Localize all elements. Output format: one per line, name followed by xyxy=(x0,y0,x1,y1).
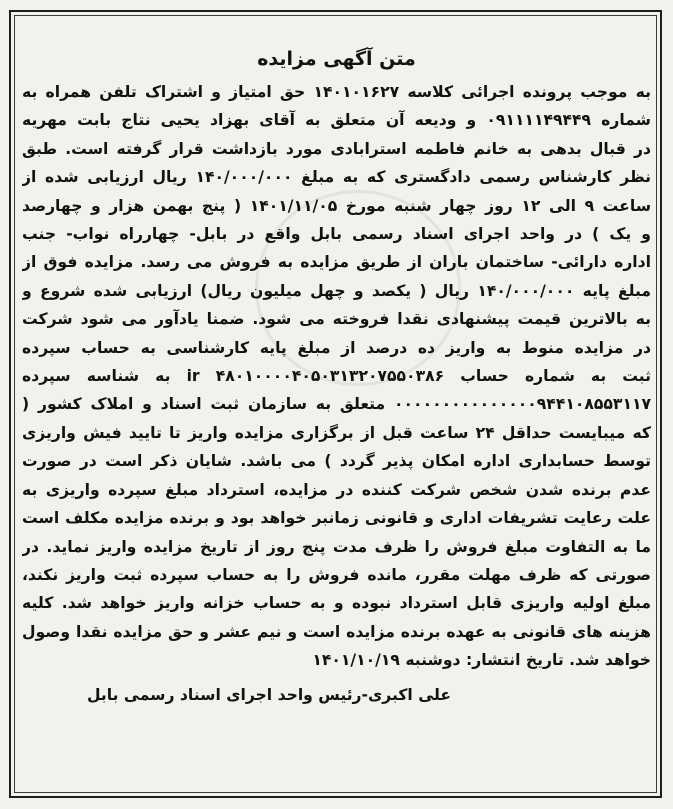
notice-line: ما به التفاوت مبلغ فروش را ظرف مدت پنج روز از تاریخ مزایده واریز نماید. در xyxy=(22,537,651,556)
notice-line: به موجب پرونده اجرائی کلاسه ۱۴۰۱۰۱۶۲۷ حق امتیاز و اشتراک تلفن همراه به xyxy=(22,83,651,101)
notice-line: و یک ) در واحد اجرای اسناد رسمی بابل واقع در بابل- چهارراه نواب- جنب xyxy=(22,225,651,244)
notice-line: ۰۰۰۰۰۰۰۰۰۰۰۰۰۰۰۹۴۴۱۰۸۵۵۳۱۱۷ متعلق به سازمان ثبت اسناد و املاک کشور ( xyxy=(22,395,651,414)
notice-line: توسط حسابداری اداره امکان پذیر گردد ) می باشد. شایان ذکر است در صورت xyxy=(22,452,651,471)
notice-line: هزینه های قانونی به عهده برنده مزایده است و نیم عشر و حق مزایده نقدا وصول xyxy=(22,622,651,641)
notice-line: که میبایست حداقل ۲۴ ساعت قبل از برگزاری مزایده واریز تا تایید فیش واریزی xyxy=(22,423,651,442)
notice-body xyxy=(22,78,651,675)
notice-line: ساعت ۹ الی ۱۲ روز چهار شنبه مورخ ۱۴۰۱/۱۱/۰۵ ( پنج بهمن هزار و چهارصد xyxy=(22,196,651,215)
notice-line: علت رعایت تشریفات اداری و قانونی زمانبر خواهد بود و برنده مزایده مکلف است xyxy=(22,509,651,528)
notice-line: اداره دارائی- ساختمان باران از طریق مزایده به فروش می رسد. مزایده فوق از xyxy=(22,253,651,272)
notice-line: خواهد شد. تاریخ انتشار: دوشنبه ۱۴۰۱/۱۰/۱۹ xyxy=(312,651,651,670)
notice-line: به بالاترین قیمت پیشنهادی نقدا فروخته می شود. ضمنا یادآور می شود شرکت xyxy=(22,310,651,329)
notice-line: صورتی که ظرف مهلت مقرر، مانده فروش را به حساب سپرده ثبت واریز نکند، xyxy=(22,565,651,584)
notice-line: نظر کارشناس رسمی دادگستری که به مبلغ ۱۴۰/۰۰۰/۰۰۰ ریال ارزیابی شده از xyxy=(22,168,651,187)
notice-line: در قبال بدهی به خانم فاطمه استرابادی مورد بازداشت قرار گرفته است. طبق xyxy=(22,139,651,158)
notice-content xyxy=(22,46,651,709)
notice-line: شماره ۰۹۱۱۱۱۴۹۴۴۹ و ودیعه آن متعلق به آقای بهزاد یحیی نتاج بابت مهریه xyxy=(22,111,651,130)
notice-line: در مزایده منوط به واریز ده درصد از مبلغ پایه کارشناسی به حساب سپرده xyxy=(22,338,651,357)
notice-line: مبلغ پایه ۱۴۰/۰۰۰/۰۰۰ ریال ( یکصد و چهل میلیون ریال) ارزیابی شده شروع و xyxy=(22,281,651,300)
notice-line: عدم برنده شدن شخص شرکت کننده در مزایده، استرداد مبلغ سپرده واریزی به xyxy=(22,480,651,499)
notice-signature: علی اکبری-رئیس واحد اجرای اسناد رسمی بابل xyxy=(87,685,451,704)
notice-line: ثبت به شماره حساب ir ۴۸۰۱۰۰۰۰۴۰۵۰۳۱۳۲۰۷۵۵۰۳۸۶ به شناسه سپرده xyxy=(22,367,651,386)
notice-title: متن آگهی مزایده xyxy=(257,48,416,70)
notice-line: مبلغ اولیه واریزی قابل استرداد نبوده و به حساب خزانه واریز خواهد شد. کلیه xyxy=(22,594,651,613)
